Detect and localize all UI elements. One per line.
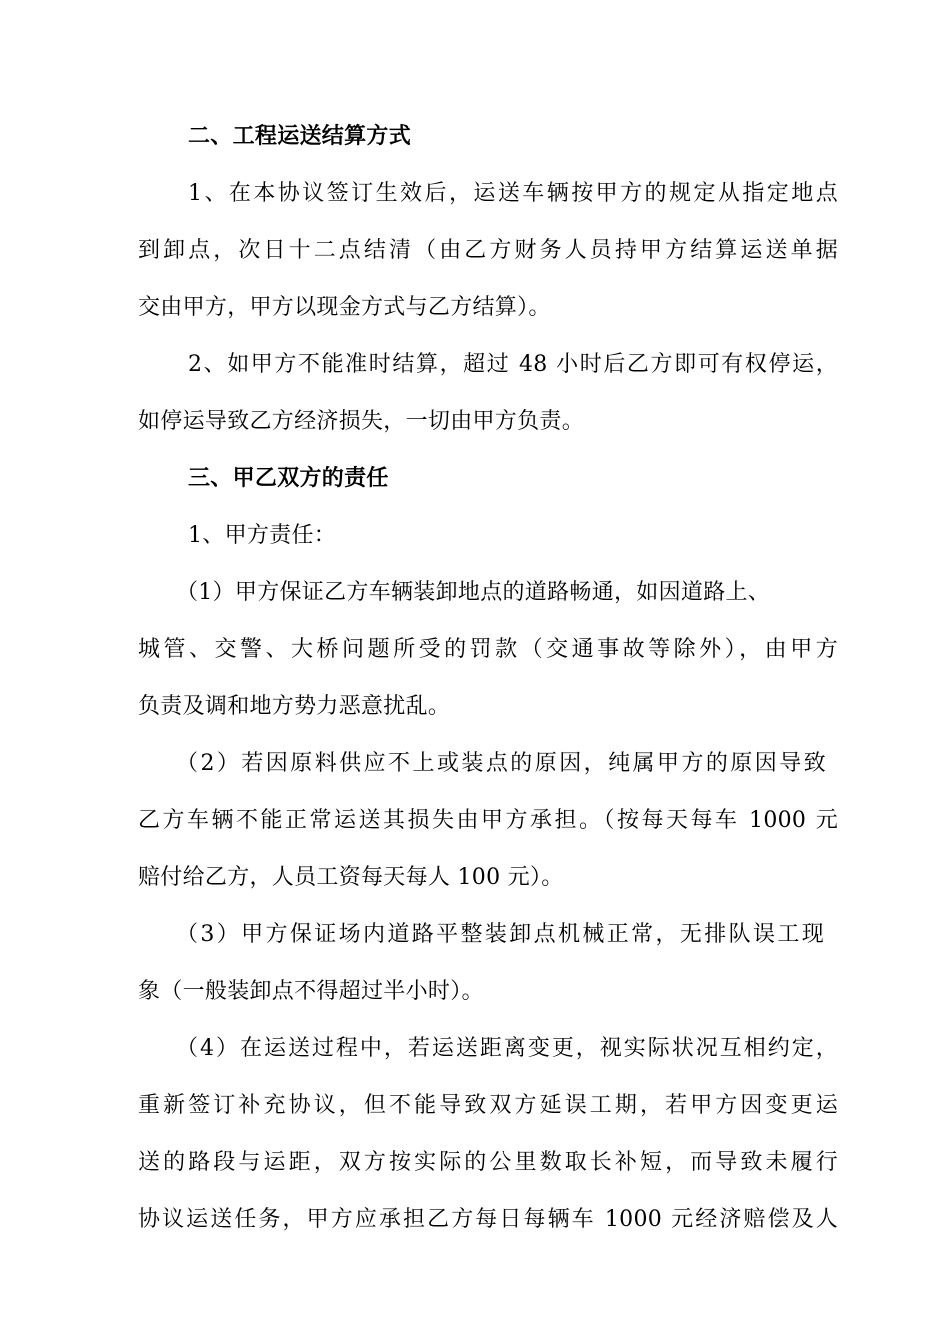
section-heading-responsibilities: 三、甲乙双方的责任 (188, 466, 389, 491)
paragraph-line: 赔付给乙方，人员工资每天每人 100 元）。 (138, 865, 564, 890)
paragraph-line: 重新签订补充协议，但不能导致双方延误工期，若甲方因变更运 (138, 1093, 838, 1118)
paragraph-line: （3）甲方保证场内道路平整装卸点机械正常，无排队误工现 (176, 922, 824, 947)
paragraph-line: （4）在运送过程中，若运送距离变更，视实际状况互相约定， (176, 1036, 838, 1061)
paragraph-line: 象（一般装卸点不得超过半小时）。 (138, 979, 484, 1004)
paragraph-line: （2）若因原料供应不上或装点的原因，纯属甲方的原因导致 (176, 751, 826, 776)
paragraph-line: 到卸点，次日十二点结清（由乙方财务人员持甲方结算运送单据 (138, 238, 838, 263)
paragraph-line: 乙方车辆不能正常运送其损失由甲方承担。（按每天每车 1000 元 (138, 808, 838, 833)
paragraph-line: 城管、交警、大桥问题所受的罚款（交通事故等除外），由甲方 (138, 637, 838, 662)
paragraph-line: 2、如甲方不能准时结算，超过 48 小时后乙方即可有权停运， (188, 352, 838, 377)
paragraph-line: （1）甲方保证乙方车辆装卸地点的道路畅通，如因道路上、 (176, 580, 771, 605)
paragraph-line: 协议运送任务，甲方应承担乙方每日每辆车 1000 元经济赔偿及人 (138, 1207, 838, 1232)
paragraph-line: 送的路段与运距，双方按实际的公里数取长补短，而导致未履行 (138, 1150, 838, 1175)
subsection-heading: 1、甲方责任： (188, 523, 337, 548)
paragraph-line: 如停运导致乙方经济损失，一切由甲方负责。 (138, 409, 585, 434)
paragraph-line: 负责及调和地方势力恶意扰乱。 (138, 694, 451, 719)
section-heading-settlement: 二、工程运送结算方式 (188, 124, 412, 149)
paragraph-line: 交由甲方，甲方以现金方式与乙方结算）。 (138, 295, 551, 320)
paragraph-line: 1、在本协议签订生效后，运送车辆按甲方的规定从指定地点 (188, 181, 838, 206)
